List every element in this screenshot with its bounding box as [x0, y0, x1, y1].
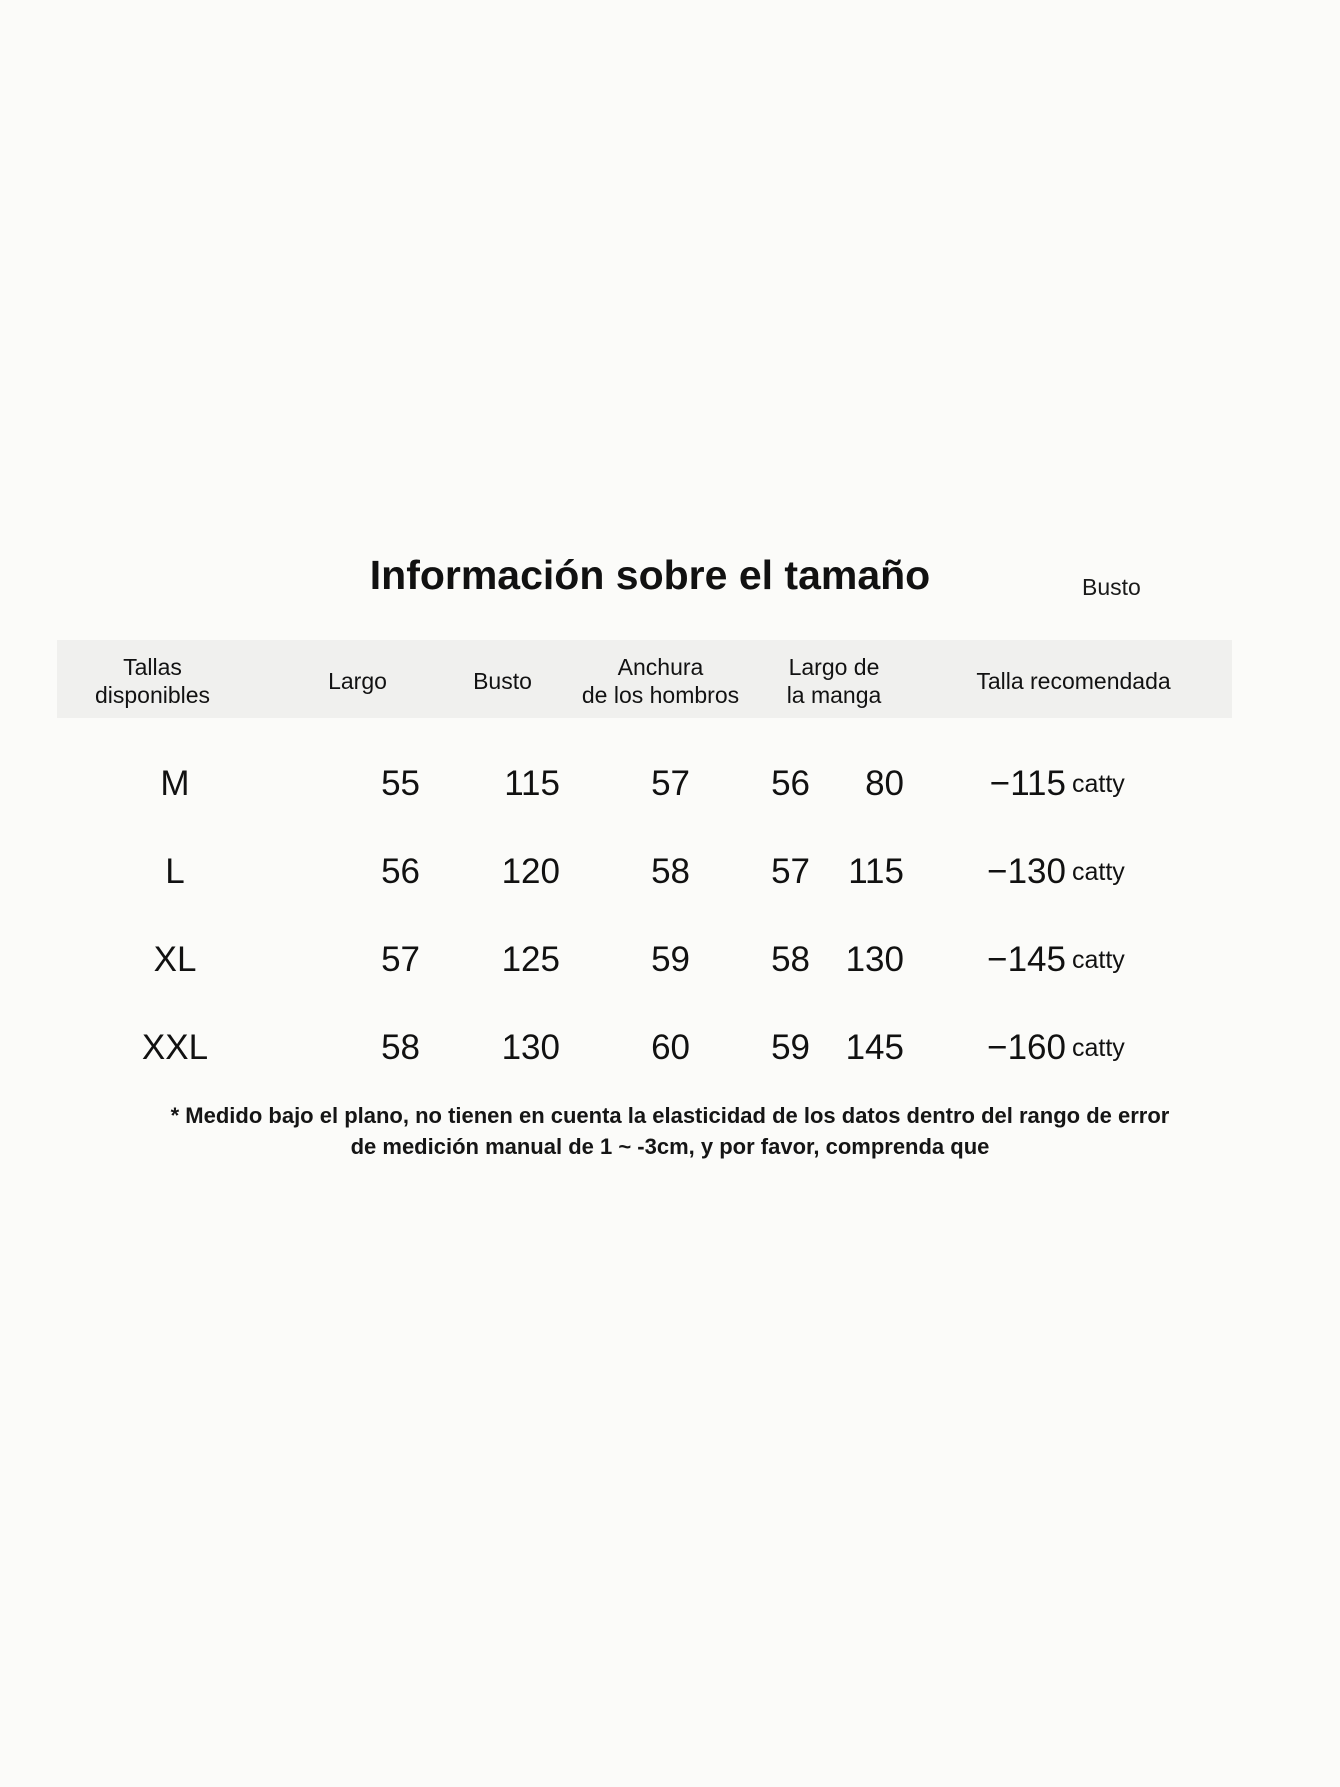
cell-reco-unit: catty — [1072, 858, 1125, 886]
cell-reco-high: −115 — [989, 764, 1066, 803]
cell-bust: 120 — [501, 852, 560, 891]
column-header-shoulder-line1: Anchura — [617, 654, 704, 680]
cell-reco-high: −160 — [987, 1028, 1066, 1067]
cell-bust: 125 — [501, 940, 560, 979]
measurement-footnote — [70, 1100, 1270, 1162]
footnote-line-1: * Medido bajo el plano, no tienen en cuenta la elasticidad de los datos dentro del rango de error — [170, 1103, 1170, 1128]
cell-shoulder: 59 — [651, 940, 690, 979]
page-title: Información sobre el tamaño — [369, 552, 931, 598]
cell-reco-low: 115 — [848, 852, 904, 891]
cell-length: 55 — [381, 764, 420, 803]
cell-sleeve: 57 — [771, 852, 810, 891]
cell-reco-low: 145 — [845, 1028, 904, 1067]
cell-size: M — [160, 764, 190, 803]
cell-size: XL — [153, 940, 197, 979]
cell-sleeve: 56 — [771, 764, 810, 803]
column-header-bust: Busto — [473, 668, 532, 694]
column-header-shoulder-line2: de los hombros — [581, 682, 740, 708]
cell-length: 56 — [381, 852, 420, 891]
cell-bust: 130 — [501, 1028, 560, 1067]
column-header-sizes-line1: Tallas — [123, 654, 182, 680]
column-header-recommended: Talla recomendada — [976, 668, 1171, 694]
table-row — [0, 916, 1340, 1004]
title-side-note: Busto — [1082, 574, 1141, 600]
table-row — [0, 740, 1340, 828]
cell-reco-unit: catty — [1072, 1034, 1125, 1062]
cell-sleeve: 58 — [771, 940, 810, 979]
table-body — [0, 740, 1340, 1092]
column-header-sizes-line2: disponibles — [94, 682, 211, 708]
cell-sleeve: 59 — [771, 1028, 810, 1067]
cell-reco-low: 130 — [845, 940, 904, 979]
cell-reco-low: 80 — [865, 764, 904, 803]
cell-reco-unit: catty — [1072, 770, 1125, 798]
footnote-line-2: de medición manual de 1 ~ -3cm, y por favor, comprenda que — [350, 1134, 990, 1159]
cell-length: 58 — [381, 1028, 420, 1067]
column-header-sizes — [57, 653, 248, 709]
table-row — [0, 1004, 1340, 1092]
table-row — [0, 828, 1340, 916]
cell-length: 57 — [381, 940, 420, 979]
cell-shoulder: 58 — [651, 852, 690, 891]
cell-shoulder: 57 — [651, 764, 690, 803]
cell-size: L — [165, 852, 185, 891]
column-header-sleeve-line1: Largo de — [788, 654, 880, 680]
column-header-sleeve-line2: la manga — [786, 682, 882, 708]
cell-size: XXL — [141, 1028, 209, 1067]
cell-bust: 115 — [504, 764, 560, 803]
column-header-length: Largo — [328, 668, 387, 694]
cell-reco-unit: catty — [1072, 946, 1125, 974]
column-header-shoulder — [568, 653, 753, 709]
column-header-sleeve — [757, 653, 911, 709]
cell-reco-high: −130 — [987, 852, 1066, 891]
title-row — [0, 552, 1340, 612]
cell-shoulder: 60 — [651, 1028, 690, 1067]
cell-reco-high: −145 — [987, 940, 1066, 979]
